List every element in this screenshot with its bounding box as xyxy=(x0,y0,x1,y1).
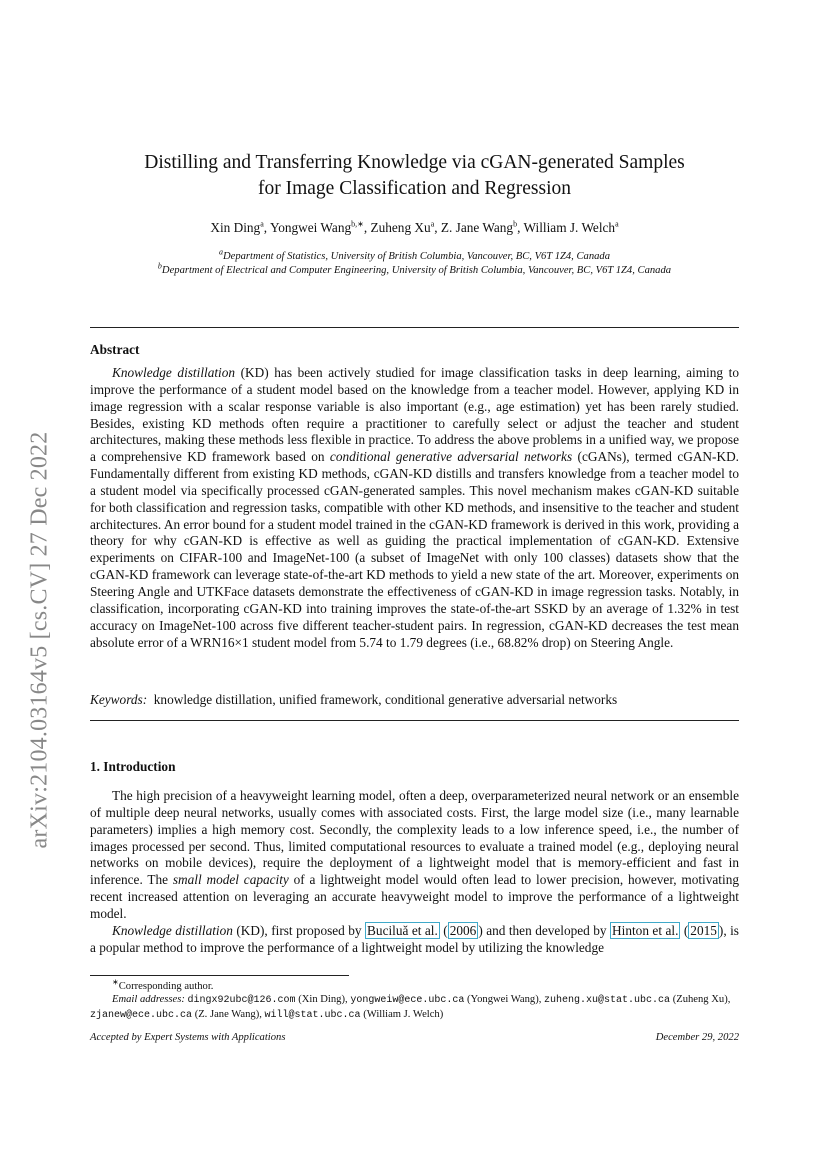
intro-body xyxy=(90,788,739,956)
footer-date: December 29, 2022 xyxy=(655,1032,739,1043)
footnote-corresponding: ∗Corresponding author. xyxy=(112,977,214,992)
paper-title xyxy=(90,150,739,202)
keywords xyxy=(90,692,739,708)
author: Z. Jane Wang$^b$ xyxy=(440,219,518,235)
affiliation-a: $^a$Department of Statistics, University of British Columbia, Vancouver, BC, V6T 1Z4, Canada xyxy=(218,247,611,262)
keywords-text: knowledge distillation, unified framework, conditional generative adversarial networks xyxy=(153,692,618,707)
citation-year-link[interactable]: 2006 xyxy=(449,922,477,938)
author-list: Xin Ding$^a$, Yongwei Wang$^{b,∗}$, Zuheng Xu$^a$, Z. Jane Wang$^b$, William J. Welch$^a$ xyxy=(210,219,619,235)
author: Zuheng Xu$^a$ xyxy=(370,219,435,235)
email-link[interactable]: yongweiw@ece.ubc.ca xyxy=(350,995,465,1006)
author: William J. Welch$^a$ xyxy=(523,219,619,235)
intro-paragraph-1: The high precision of a heavyweight learning model, often a deep, overparameterized neural network or an ensemble of multiple deep neural networks, usually comes with associated costs. First, the large model size (i.e., many learnable parameters) implies a high memory cost. Secondly, the complexity leads to a low inference speed, i.e., the number of images processed per second. Thus, limited computational resources to evaluate a trained model (e.g., deploying neural networks on mobile devices), require the deployment of a lightweight model that is memory-efficient and fast in inference. The small model capacity of a lightweight model would often lead to lower precision, however, motivating recent increased attention on leveraging an accurate heavyweight model to improve the performance of a lightweight model. xyxy=(90,788,739,921)
keywords-label: Keywords: xyxy=(90,692,148,707)
intro-heading: 1. Introduction xyxy=(90,759,176,774)
email-link[interactable]: zuheng.xu@stat.ubc.ca xyxy=(544,995,671,1006)
top-rule xyxy=(90,327,739,328)
title-line-1: Distilling and Transferring Knowledge via cGAN-generated Samples xyxy=(144,152,685,173)
title-line-2: for Image Classification and Regression xyxy=(258,178,571,199)
footnote-rule xyxy=(90,975,349,976)
email-link[interactable]: dingx92ubc@126.com xyxy=(187,995,296,1006)
citation-year-link[interactable]: 2015 xyxy=(690,922,717,938)
affiliation-b: $^b$Department of Electrical and Computer Engineering, University of British Columbia, Vancouver, BC, V6T 1Z4, Canada xyxy=(157,261,672,276)
author: Xin Ding$^a$ xyxy=(210,219,264,235)
email-label: Email addresses: xyxy=(112,994,185,1005)
email-link[interactable]: zjanew@ece.ubc.ca xyxy=(90,1010,193,1021)
citation-link[interactable]: Buciluă et al. xyxy=(367,922,438,938)
abstract-text: Knowledge distillation (KD) has been actively studied for image classification tasks in deep learning, aiming to improve the performance of a student model based on the knowledge from a teacher model. However, applying KD in image regression with a scalar response variable is also important (e.g., age estimation) yet has been rarely studied. Besides, existing KD methods often require a practitioner to carefully select or adjust the teacher and student architectures, making these methods less flexible in practice. To address the above problems in a unified way, we propose a comprehensive KD framework based on conditional generative adversarial networks (cGANs), termed cGAN-KD. Fundamentally different from existing KD methods, cGAN-KD distills and transfers knowledge from a teacher model to a student model via specifically processed cGAN-generated samples. This novel mechanism makes cGAN-KD suitable for both classification and regression tasks, compatible with other KD methods, and insensitive to the teacher and student architectures. An error bound for a student model trained in the cGAN-KD framework is derived in this work, providing a theory for why cGAN-KD is effective as well as guiding the practical implementation of cGAN-KD. Extensive experiments on CIFAR-100 and ImageNet-100 (a subset of ImageNet with only 100 classes) datasets show that the cGAN-KD framework can leverage state-of-the-art KD methods to yield a new state of the art. Moreover, experiments on Steering Angle and UTKFace datasets demonstrate the effectiveness of cGAN-KD in image regression tasks. Notably, in classification, incorporating cGAN-KD into training improves the state-of-the-art SSKD by an average of 1.32% in test accuracy on ImageNet-100 across five different teacher-student pairs. In regression, cGAN-KD decreases the test mean absolute error of a WRN16×1 student model from 5.74 to 1.79 degrees (i.e., 68.82% drop) on Steering Angle. xyxy=(90,365,739,650)
bottom-rule xyxy=(90,720,739,721)
intro-paragraph-2: Knowledge distillation (KD), first proposed by Buciluă et al. ( 2006 ) and then developed by Hinton et al. ( 2015 ), is a popular method to improve the performance of a lightweight model by utilizing the knowledge xyxy=(90,922,739,955)
author: Yongwei Wang$^{b,∗}$ xyxy=(269,219,364,235)
email-link[interactable]: will@stat.ubc.ca xyxy=(264,1010,361,1021)
footnote-emails: Email addresses: dingx92ubc@126.com (Xin Ding), yongweiw@ece.ubc.ca (Yongwei Wang), zuheng.xu@stat.ubc.ca (Zuheng Xu), zjanew@ece.ubc.ca (Z. Jane Wang), will@stat.ubc.ca (William J. Welch) xyxy=(90,994,731,1021)
arxiv-stamp-text: arXiv:2104.03164v5 [cs.CV] 27 Dec 2022 xyxy=(26,431,53,849)
abstract-body xyxy=(90,365,739,651)
citation-link[interactable]: Hinton et al. xyxy=(612,922,679,938)
footer-journal: Accepted by Expert Systems with Applications xyxy=(90,1032,286,1043)
abstract-heading: Abstract xyxy=(90,342,140,357)
